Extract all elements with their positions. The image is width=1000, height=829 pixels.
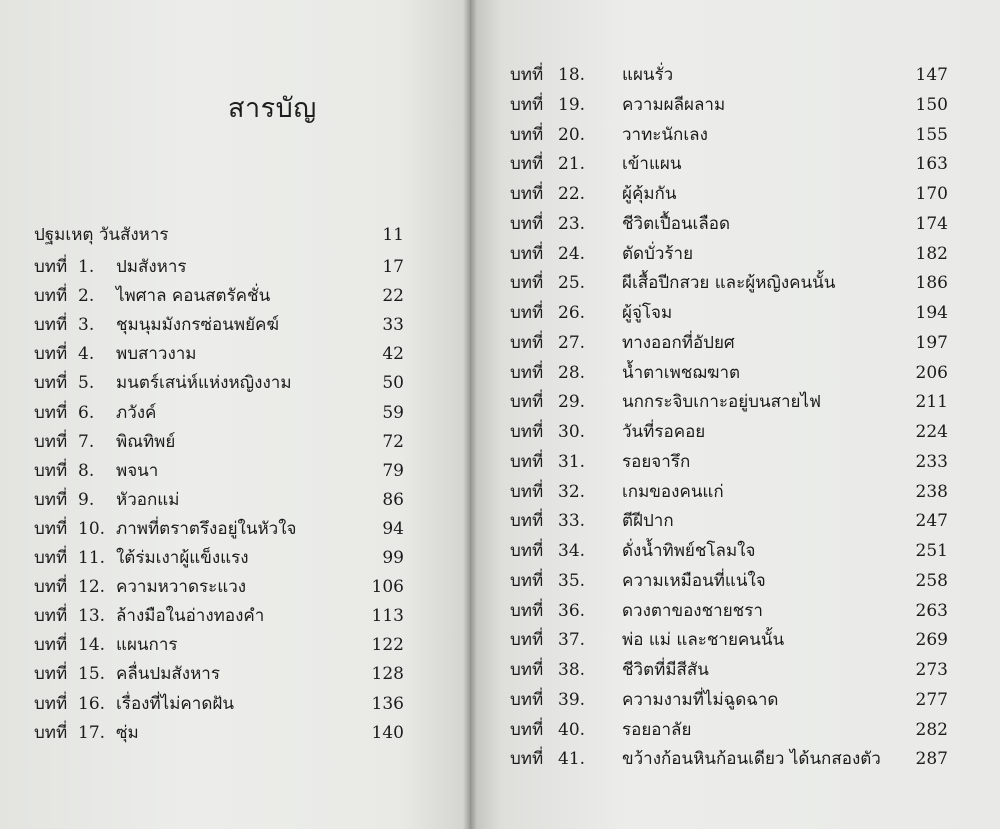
chapter-label: บทที่	[510, 689, 544, 710]
toc-row	[510, 332, 948, 354]
chapter-page: 251	[915, 541, 948, 561]
chapter-page: 247	[915, 511, 948, 532]
chapter-title: เรื่องที่ไม่คาดฝัน	[116, 693, 234, 714]
chapter-title: นกกระจิบเกาะอยู่บนสายไฟ	[622, 392, 822, 413]
toc-row	[510, 600, 948, 622]
chapter-number: 38.	[558, 660, 586, 680]
chapter-label: บทที่	[510, 124, 544, 145]
toc-row	[34, 402, 404, 424]
chapter-label: บทที่	[34, 664, 68, 685]
book-gutter	[463, 0, 477, 829]
chapter-title: ตีฝีปาก	[622, 511, 674, 532]
chapter-page: 233	[915, 451, 948, 472]
chapter-title: พิณทิพย์	[116, 431, 176, 452]
chapter-title: ขว้างก้อนหินก้อนเดียว ได้นกสองตัว	[622, 749, 881, 770]
chapter-number: 21.	[558, 154, 586, 175]
chapter-page: 136	[371, 693, 404, 714]
chapter-label: บทที่	[34, 518, 68, 539]
toc-row	[34, 605, 404, 627]
toc-row	[510, 659, 948, 681]
chapter-label: บทที่	[510, 481, 544, 502]
chapter-number: 29.	[558, 392, 586, 413]
chapter-number: 9.	[78, 489, 95, 510]
chapter-number: 7.	[78, 431, 95, 452]
chapter-page: 33	[382, 315, 404, 336]
toc-row	[510, 272, 948, 294]
chapter-page: 155	[915, 124, 948, 145]
chapter-number: 35.	[558, 570, 586, 591]
chapter-number: 11.	[78, 548, 106, 568]
chapter-page: 113	[371, 606, 404, 627]
toc-row	[510, 391, 948, 413]
toc-row	[34, 576, 404, 598]
chapter-label: บทที่	[510, 65, 544, 85]
chapter-title: ชุมนุมมังกรซ่อนพยัคฆ์	[116, 315, 280, 336]
toc-row	[510, 421, 948, 443]
chapter-page: 128	[371, 664, 404, 685]
toc-row	[510, 124, 948, 146]
chapter-page: 238	[915, 481, 948, 502]
chapter-label: บทที่	[34, 548, 68, 568]
toc-row	[510, 570, 948, 592]
chapter-number: 28.	[558, 362, 586, 383]
chapter-title: แผนรั่ว	[622, 65, 674, 85]
chapter-page: 50	[382, 373, 404, 394]
chapter-page: 269	[915, 630, 948, 651]
chapter-page: 211	[915, 392, 948, 413]
left-page	[0, 0, 470, 829]
toc-row	[510, 302, 948, 324]
chapter-number: 26.	[558, 303, 586, 323]
chapter-title: คลื่นปมสังหาร	[116, 664, 220, 685]
chapter-page: 22	[382, 286, 404, 307]
chapter-number: 12.	[78, 577, 106, 598]
chapter-label: บทที่	[34, 693, 68, 714]
chapter-number: 25.	[558, 273, 586, 294]
chapter-page: 163	[915, 154, 948, 175]
chapter-label: บทที่	[510, 154, 544, 175]
chapter-number: 6.	[78, 402, 95, 423]
toc-row	[34, 343, 404, 365]
toc-row	[510, 481, 948, 503]
toc-row	[510, 719, 948, 741]
chapter-title: ผู้คุ้มกัน	[622, 184, 677, 204]
chapter-page: 277	[915, 689, 948, 710]
chapter-page: 273	[915, 660, 948, 680]
chapter-label: บทที่	[510, 243, 544, 264]
chapter-page: 94	[382, 518, 404, 539]
chapter-page: 258	[915, 570, 948, 591]
chapter-number: 3.	[78, 315, 95, 336]
chapter-title: รอยอาลัย	[622, 719, 692, 740]
chapter-number: 24.	[558, 243, 586, 264]
toc-row	[510, 629, 948, 651]
chapter-title: ภาพที่ตราตรึงอยู่ในหัวใจ	[116, 518, 297, 539]
chapter-label: บทที่	[34, 402, 68, 423]
chapter-label: บทที่	[510, 630, 544, 651]
chapter-label: บทที่	[510, 332, 544, 353]
chapter-label: บทที่	[510, 184, 544, 204]
toc-row	[510, 451, 948, 473]
chapter-label: บทที่	[510, 94, 544, 115]
chapter-page: 17	[382, 257, 404, 277]
chapter-label: บทที่	[510, 392, 544, 413]
chapter-page: 106	[371, 577, 404, 598]
toc-row	[34, 460, 404, 482]
chapter-label: บทที่	[34, 577, 68, 598]
chapter-title: ดวงตาของชายชรา	[622, 600, 763, 621]
chapter-number: 8.	[78, 460, 95, 481]
chapter-title: วาทะนักเลง	[622, 124, 708, 145]
chapter-title: ความผลีผลาม	[622, 94, 726, 115]
chapter-number: 16.	[78, 693, 106, 714]
chapter-page: 79	[382, 460, 404, 481]
page-title: สารบัญ	[228, 93, 317, 124]
chapter-number: 34.	[558, 541, 586, 561]
chapter-label: บทที่	[34, 286, 68, 307]
chapter-title: พ่อ แม่ และชายคนนั้น	[622, 630, 785, 651]
chapter-page: 174	[915, 213, 948, 234]
toc-row	[510, 243, 948, 265]
toc-row	[510, 94, 948, 116]
chapter-number: 19.	[558, 94, 586, 115]
chapter-label: บทที่	[510, 362, 544, 383]
chapter-label: บทที่	[510, 749, 544, 770]
chapter-number: 20.	[558, 124, 586, 145]
toc-row	[510, 153, 948, 175]
chapter-title: ไพศาล คอนสตรัคชั่น	[116, 286, 271, 307]
chapter-number: 33.	[558, 511, 586, 532]
chapter-number: 30.	[558, 422, 586, 442]
chapter-label: บทที่	[510, 213, 544, 234]
chapter-title: มนตร์เสน่ห์แห่งหญิงงาม	[116, 373, 292, 394]
chapter-label: บทที่	[34, 722, 68, 743]
chapter-number: 36.	[558, 600, 586, 621]
chapter-label: บทที่	[34, 606, 68, 627]
chapter-number: 5.	[78, 373, 95, 394]
toc-row	[510, 689, 948, 711]
chapter-number: 37.	[558, 630, 586, 651]
chapter-title: ความหวาดระแวง	[116, 577, 247, 598]
chapter-title: แผนการ	[116, 635, 178, 656]
chapter-number: 39.	[558, 689, 586, 710]
chapter-label: บทที่	[510, 570, 544, 591]
chapter-label: บทที่	[510, 541, 544, 561]
toc-row	[34, 722, 404, 744]
prologue-label: ปฐมเหตุ วันสังหาร	[34, 225, 169, 245]
toc-row	[34, 314, 404, 336]
chapter-title: ผู้จู่โจม	[622, 303, 673, 323]
chapter-title: รอยจารึก	[622, 451, 691, 472]
chapter-label: บทที่	[510, 719, 544, 740]
toc-row	[34, 372, 404, 394]
toc-row	[34, 693, 404, 715]
toc-row	[34, 489, 404, 511]
chapter-number: 2.	[78, 286, 95, 307]
chapter-page: 206	[915, 362, 948, 383]
chapter-page: 182	[915, 243, 948, 264]
chapter-title: ปมสังหาร	[116, 257, 187, 277]
toc-row	[510, 64, 948, 86]
toc-row	[510, 748, 948, 770]
chapter-label: บทที่	[34, 257, 68, 277]
prologue-page: 11	[382, 225, 404, 245]
chapter-label: บทที่	[34, 373, 68, 394]
chapter-page: 72	[382, 431, 404, 452]
toc-row	[510, 362, 948, 384]
chapter-number: 40.	[558, 719, 586, 740]
toc-row	[510, 510, 948, 532]
chapter-number: 41.	[558, 749, 586, 770]
toc-row	[34, 431, 404, 453]
toc-row	[34, 634, 404, 656]
chapter-label: บทที่	[34, 635, 68, 656]
chapter-number: 27.	[558, 332, 586, 353]
chapter-label: บทที่	[34, 460, 68, 481]
chapter-page: 224	[915, 422, 948, 442]
chapter-label: บทที่	[34, 431, 68, 452]
chapter-number: 22.	[558, 184, 586, 204]
chapter-title: ชีวิตที่มีสีสัน	[622, 660, 709, 680]
chapter-label: บทที่	[510, 273, 544, 294]
chapter-title: วันที่รอคอย	[622, 422, 706, 442]
chapter-title: ความงามที่ไม่ฉูดฉาด	[622, 689, 779, 710]
chapter-page: 59	[382, 402, 404, 423]
chapter-title: หัวอกแม่	[116, 489, 180, 510]
chapter-label: บทที่	[510, 511, 544, 532]
chapter-label: บทที่	[510, 600, 544, 621]
chapter-number: 32.	[558, 481, 586, 502]
chapter-page: 86	[382, 489, 404, 510]
chapter-page: 150	[915, 94, 948, 115]
toc-row	[510, 540, 948, 562]
chapter-page: 263	[915, 600, 948, 621]
chapter-label: บทที่	[34, 489, 68, 510]
toc-row	[34, 663, 404, 685]
chapter-label: บทที่	[34, 344, 68, 365]
chapter-title: พบสาวงาม	[116, 344, 197, 365]
chapter-label: บทที่	[34, 315, 68, 336]
chapter-title: ดั่งน้ำทิพย์ชโลมใจ	[622, 541, 756, 561]
chapter-number: 23.	[558, 213, 586, 234]
chapter-page: 140	[371, 722, 404, 743]
chapter-page: 197	[915, 332, 948, 353]
chapter-label: บทที่	[510, 451, 544, 472]
chapter-number: 4.	[78, 344, 95, 365]
chapter-page: 287	[915, 749, 948, 770]
chapter-number: 10.	[78, 518, 106, 539]
chapter-title: ความเหมือนที่แน่ใจ	[622, 570, 766, 591]
toc-row	[34, 256, 404, 278]
chapter-label: บทที่	[510, 422, 544, 442]
toc-row	[510, 183, 948, 205]
toc-row	[34, 285, 404, 307]
chapter-page: 122	[371, 635, 404, 656]
chapter-page: 42	[382, 344, 404, 365]
chapter-number: 14.	[78, 635, 106, 656]
toc-row	[34, 518, 404, 540]
chapter-page: 99	[382, 548, 404, 568]
chapter-number: 15.	[78, 664, 106, 685]
chapter-number: 31.	[558, 451, 586, 472]
chapter-title: น้ำตาเพชฌฆาต	[622, 362, 741, 383]
chapter-number: 17.	[78, 722, 106, 743]
chapter-label: บทที่	[510, 303, 544, 323]
chapter-number: 13.	[78, 606, 106, 627]
chapter-title: ใต้ร่มเงาผู้แข็งแรง	[116, 548, 249, 568]
chapter-page: 147	[915, 65, 948, 85]
chapter-title: ซุ่ม	[116, 722, 139, 743]
chapter-title: ภวังค์	[116, 402, 157, 423]
chapter-title: ล้างมือในอ่างทองคำ	[116, 606, 265, 627]
chapter-page: 282	[915, 719, 948, 740]
chapter-title: เข้าแผน	[622, 154, 682, 175]
chapter-number: 1.	[78, 257, 95, 277]
right-page	[470, 0, 1000, 829]
chapter-page: 194	[915, 303, 948, 323]
chapter-page: 170	[915, 184, 948, 204]
chapter-page: 186	[915, 273, 948, 294]
chapter-title: ตัดบั่วร้าย	[622, 243, 694, 264]
chapter-title: เกมของคนแก่	[622, 481, 724, 502]
toc-row	[34, 547, 404, 569]
chapter-title: พจนา	[116, 460, 159, 481]
chapter-title: ทางออกที่อัปยศ	[622, 332, 735, 353]
chapter-number: 18.	[558, 65, 586, 85]
toc-row	[510, 213, 948, 235]
chapter-title: ผีเสื้อปีกสวย และผู้หญิงคนนั้น	[622, 273, 836, 294]
chapter-title: ชีวิตเปื้อนเลือด	[622, 213, 731, 234]
chapter-label: บทที่	[510, 660, 544, 680]
